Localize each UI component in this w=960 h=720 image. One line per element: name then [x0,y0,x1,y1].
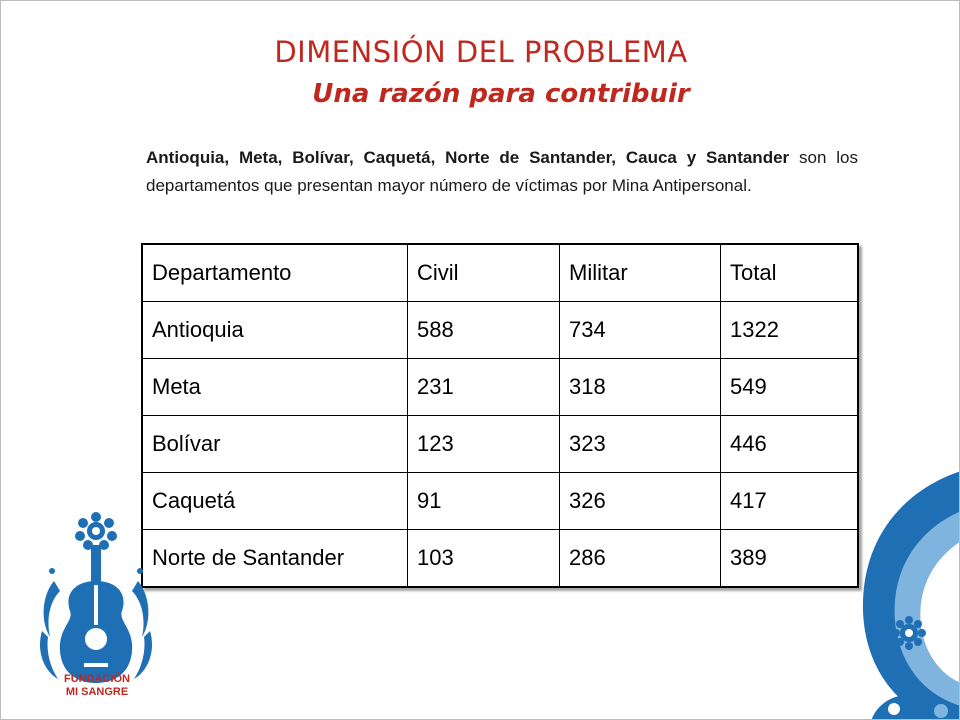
intro-paragraph [146,144,858,200]
slide-title: DIMENSIÓN DEL PROBLEMA [274,35,688,69]
table-cell: 417 [721,473,859,530]
table-cell: 326 [560,473,721,530]
table-cell: 91 [408,473,560,530]
table-row [142,302,858,359]
table-cell: 286 [560,530,721,588]
table-cell: Norte de Santander [142,530,408,588]
slide-subtitle: Una razón para contribuir [312,79,690,109]
table-row [142,359,858,416]
table-cell: 588 [408,302,560,359]
table-cell: Caquetá [142,473,408,530]
table-cell: Meta [142,359,408,416]
victims-table [141,243,859,588]
table-cell: 446 [721,416,859,473]
table-row [142,416,858,473]
decorative-swirl-icon [791,471,960,720]
table-cell: Bolívar [142,416,408,473]
table-cell: 231 [408,359,560,416]
logo-line-1: FUNDACIÓN [64,673,130,685]
logo-line-2: MI SANGRE [65,686,129,698]
table-cell: 103 [408,530,560,588]
table-cell: 1322 [721,302,859,359]
table-cell: 123 [408,416,560,473]
table-cell: 389 [721,530,859,588]
table-cell: Antioquia [142,302,408,359]
header-cell: Militar [560,244,721,302]
table-cell: 549 [721,359,859,416]
table-cell: 734 [560,302,721,359]
table-cell: 318 [560,359,721,416]
header-cell: Civil [408,244,560,302]
header-cell: Total [721,244,859,302]
intro-text: son los departamentos que presentan mayor número de víctimas por Mina Antipersonal. [146,148,858,195]
header-cell: Departamento [142,244,408,302]
logo-text [47,673,147,699]
table-row [142,473,858,530]
table-cell: 323 [560,416,721,473]
table-row [142,530,858,588]
intro-bold-departments: Antioquia, Meta, Bolívar, Caquetá, Norte de Santander, Cauca y Santander [146,148,790,167]
table-header-row [142,244,858,302]
